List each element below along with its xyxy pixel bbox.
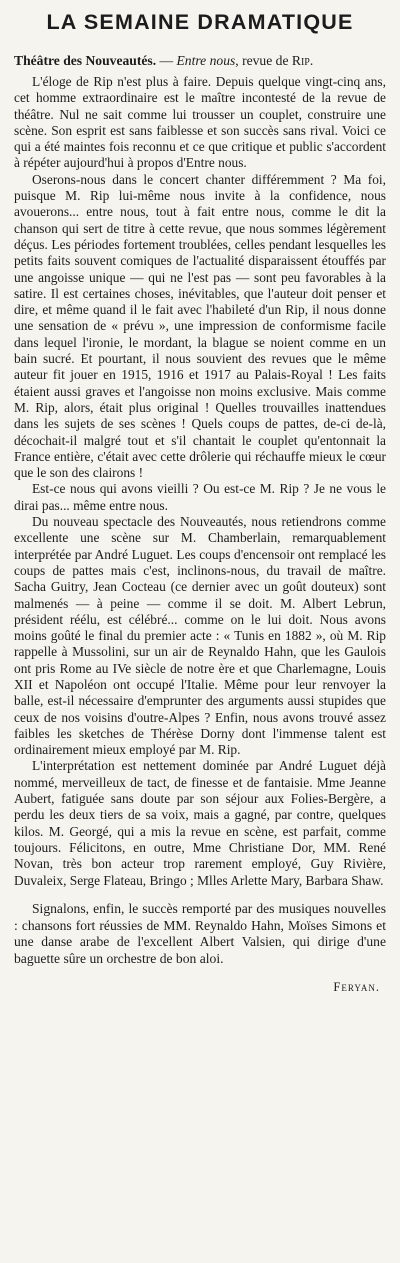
play-title: Entre nous <box>176 53 236 68</box>
subhead-dash: — <box>156 53 177 68</box>
article-page <box>14 10 386 995</box>
paragraph-music: Signalons, enfin, le succès remporté par des musiques nouvelles : chansons fort réussies de MM. Reynaldo Hahn, Moïses Simons et une danse arabe de l'excellent Albert Valsien, qui dirige d'une baguette sûre un orchestre de bon aloi. <box>14 900 386 967</box>
paragraph-question: Est-ce nous qui avons vieilli ? Ou est-ce M. Rip ? Je ne vous le dirai pas... même entre nous. <box>14 481 386 513</box>
page-title: LA SEMAINE DRAMATIQUE <box>46 10 354 34</box>
paragraph-critique: Oserons-nous dans le concert chanter différemment ? Ma foi, puisque M. Rip lui-même nous invite à la confidence, nous avouerons... entre nous, tout à fait entre nous, comme le dit la chanson qui sert de titre à cette revue, que nous sommes légèrement déçus. Les périodes fortement troublées, celles pendant lesquelles les petits faits souvent comiques de l'actualité disparaissent étouffés par une angoisse unique — qui ne l'est pas — sont peu favorables à la satire. Il est certaines choses, inévitables, que l'auteur doit penser et dire, et même quand il le fait avec l'habileté d'un Rip, il nous donne une sensation de « prévu », une impression de conformisme facile dans lequel l'ironie, le mordant, la blague se noient comme en un bain sucré. Et pourtant, il nous souvient des revues que le même auteur fit jouer en 1915, 1916 et 1917 au Palais-Royal ! Les faits étaient aussi graves et l'angoisse non moins exclusive. Mais comme M. Rip, alors, était plus original ! Quelles trouvailles inattendues dans les sujets de ses scènes ! Quels coups de pattes, de-ci de-là, décochait-il malgré tout et s'il chantait le couplet qu'entonnait la France entière, c'était avec cette drôlerie qui réchauffe mieux le cœur que le son des clairons ! <box>14 171 386 481</box>
author-name: Rip. <box>291 53 314 68</box>
paragraph-intro: L'éloge de Rip n'est plus à faire. Depuis quelque vingt-cinq ans, cet homme extraordinaire est le maître incontesté de la revue de théâtre. Nul ne sait comme lui trousser un couplet, construire une scène. Son esprit est sans faiblesse et son succès sans rival. Voici ce qui a été maintes fois reconnu et ce que critique et public s'accordent à répéter aujourd'hui à propos d'Entre nous. <box>14 74 386 171</box>
author-signature: Feryan. <box>333 980 380 995</box>
review-subhead <box>14 52 386 70</box>
subhead-rest: , revue de <box>235 53 292 68</box>
theatre-name: Théâtre des Nouveautés. <box>14 53 157 68</box>
paragraph-cast: L'interprétation est nettement dominée par André Luguet déjà nommé, merveilleux de tact, de finesse et de fantaisie. Mme Jeanne Aubert, fatiguée sans doute par son séjour aux Folies-Bergère, a perdu les deux tiers de sa voix, mais a gagné, par contre, quelques kilos. M. Georgé, qui a mis la revue en scène, est parfait, comme toujours. Félicitons, en outre, Mme Christiane Dor, MM. René Novan, très bon acteur trop rarement employé, Guy Rivière, Duvaleix, Serge Flateau, Bringo ; Mlles Arlette Mary, Barbara Shaw. <box>14 758 386 888</box>
paragraph-scenes: Du nouveau spectacle des Nouveautés, nous retiendrons comme excellente une scène sur M. Chamberlain, remarquablement interprétée par André Luguet. Les coups d'encensoir ont remplacé les coups de pattes mais c'est, inclinons-nous, du travail de maître. Sacha Guitry, Jean Cocteau (ce dernier avec un goût douteux) sont malmenés — à peine — comme il se doit. M. Albert Lebrun, président réélu, est célébré... comme on le lui doit. Nous avons moins goûté le final du premier acte : « Tunis en 1882 », où M. Rip rappelle à Mussolini, sur un air de Reynaldo Hahn, que les Gaulois ont pris Rome au IVe siècle de notre ère et que Charlemagne, Louis XII et Napoléon ont occupé l'Italie. Même pour leur renvoyer la balle, est-il nécessaire d'emprunter des arguments aussi stupides que ceux de nos voisins d'outre-Alpes ? Enfin, nous avons trouvé assez faibles les sketches de Thérèse Dorny dont l'immense talent est ordinairement mieux employé par M. Rip. <box>14 514 386 758</box>
